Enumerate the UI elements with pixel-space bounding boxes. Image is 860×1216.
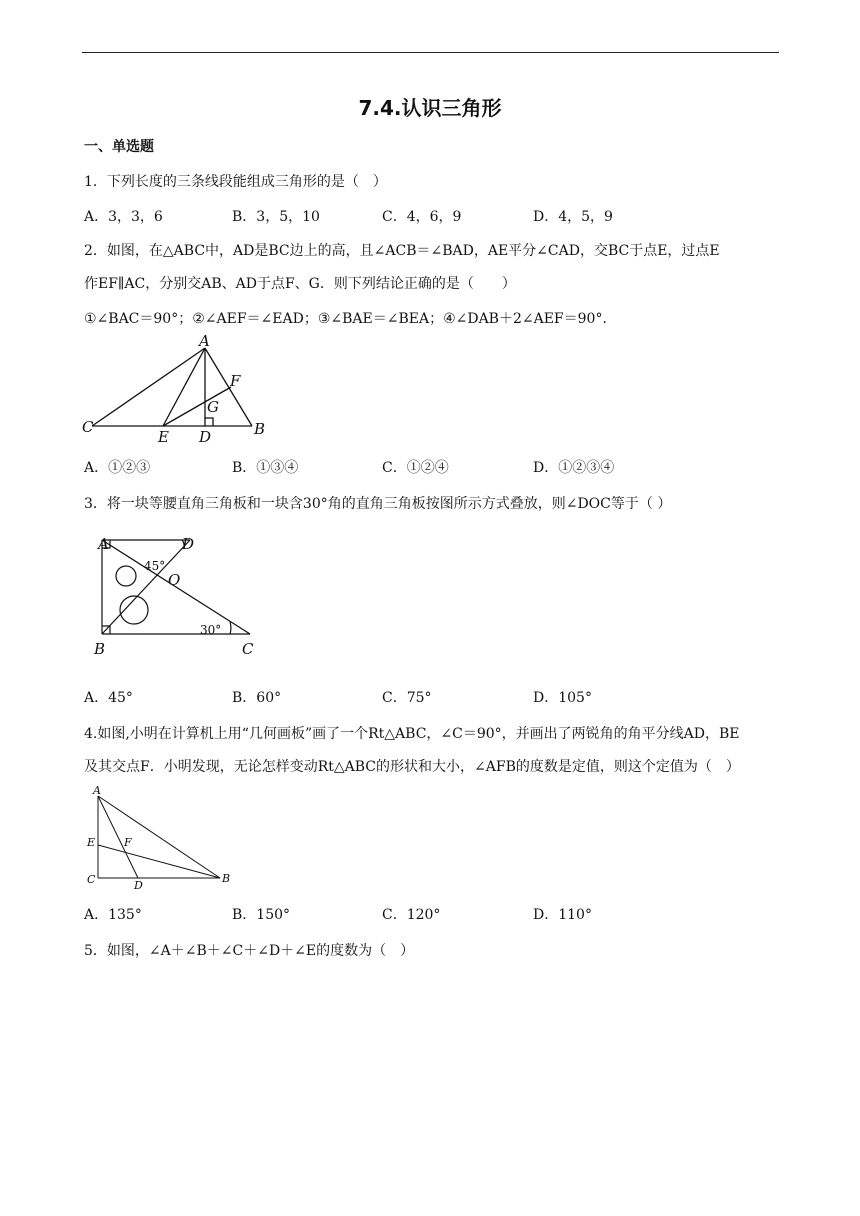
q4-label-b: B xyxy=(222,872,231,885)
q2-label-g: G xyxy=(207,398,219,416)
q2-option-b[interactable]: B．①③④ xyxy=(232,460,299,476)
q3-stem: 3．将一块等腰直角三角板和一块含30°角的直角三角板按图所示方式叠放，则∠DOC等于（ ） xyxy=(84,496,672,512)
q3-option-a[interactable]: A．45° xyxy=(84,690,133,706)
q2-label-b: B xyxy=(254,420,266,438)
q5-stem: 5．如图，∠A＋∠B＋∠C＋∠D＋∠E的度数为（ ） xyxy=(84,943,415,959)
q1-option-b[interactable]: B．3，5，10 xyxy=(232,209,320,225)
section-heading: 一、单选题 xyxy=(84,139,154,155)
q4-figure xyxy=(84,782,244,894)
q2-label-c: C xyxy=(82,418,94,436)
q2-label-e: E xyxy=(158,428,169,446)
q1-stem: 1．下列长度的三条线段能组成三角形的是（ ） xyxy=(84,174,387,190)
q2-stem-line2: 作EF∥AC，分别交AB、AD于点F、G．则下列结论正确的是（ ） xyxy=(84,276,516,292)
q4-stem-line1: 4.如图,小明在计算机上用“几何画板”画了一个Rt△ABC，∠C＝90°，并画出了两锐角的角平分线AD，BE xyxy=(84,726,740,742)
q4-label-d: D xyxy=(134,879,143,892)
q2-label-a: A xyxy=(199,332,210,350)
q3-label-o: O xyxy=(168,571,181,589)
q2-label-d: D xyxy=(199,428,212,446)
q4-label-c: C xyxy=(87,873,96,886)
q4-option-d[interactable]: D．110° xyxy=(533,907,592,923)
q3-label-d: D xyxy=(182,535,195,553)
page-title: 7.4.认识三角形 xyxy=(358,96,502,120)
q3-label-a: A xyxy=(98,535,109,553)
q2-option-a[interactable]: A．①②③ xyxy=(84,460,151,476)
q2-option-c[interactable]: C．①②④ xyxy=(382,460,449,476)
q4-bisector-be xyxy=(98,845,220,878)
q1-option-c[interactable]: C．4，6，9 xyxy=(382,209,462,225)
q1-option-d[interactable]: D．4，5，9 xyxy=(533,209,613,225)
q4-label-a: A xyxy=(93,784,101,797)
q3-hole-small xyxy=(116,566,136,586)
q3-label-c: C xyxy=(242,640,254,658)
q4-side-ab xyxy=(98,796,220,878)
q3-label-30: 30° xyxy=(200,623,222,637)
q4-option-b[interactable]: B．150° xyxy=(232,907,291,923)
q4-option-a[interactable]: A．135° xyxy=(84,907,142,923)
q4-stem-line2: 及其交点F．小明发现，无论怎样变动Rt△ABC的形状和大小，∠AFB的度数是定值，则这个定值为（ ） xyxy=(84,759,740,775)
q2-label-f: F xyxy=(230,372,241,390)
q3-option-d[interactable]: D．105° xyxy=(533,690,592,706)
q2-side-ca xyxy=(92,348,205,426)
q2-figure xyxy=(80,332,280,448)
q4-label-e: E xyxy=(87,836,96,849)
q2-option-d[interactable]: D．①②③④ xyxy=(533,460,615,476)
q3-figure xyxy=(88,530,268,662)
q3-option-b[interactable]: B．60° xyxy=(232,690,282,706)
q3-angle-arc-30 xyxy=(230,622,231,634)
q2-statements: ①∠BAC＝90°；②∠AEF＝∠EAD；③∠BAE＝∠BEA；④∠DAB＋2∠AEF＝90°． xyxy=(84,311,617,327)
q4-bisector-ad xyxy=(98,796,138,878)
q3-label-45: 45° xyxy=(144,559,166,573)
q3-option-c[interactable]: C．75° xyxy=(382,690,432,706)
q4-label-f: F xyxy=(124,836,132,849)
q2-right-angle-mark xyxy=(205,418,213,426)
q1-option-a[interactable]: A．3，3，6 xyxy=(84,209,163,225)
q2-stem-line1: 2．如图，在△ABC中，AD是BC边上的高，且∠ACB＝∠BAD，AE平分∠CAD，交BC于点E，过点E xyxy=(84,243,720,259)
q3-label-b: B xyxy=(94,640,106,658)
q4-option-c[interactable]: C．120° xyxy=(382,907,441,923)
header-rule xyxy=(82,52,779,53)
